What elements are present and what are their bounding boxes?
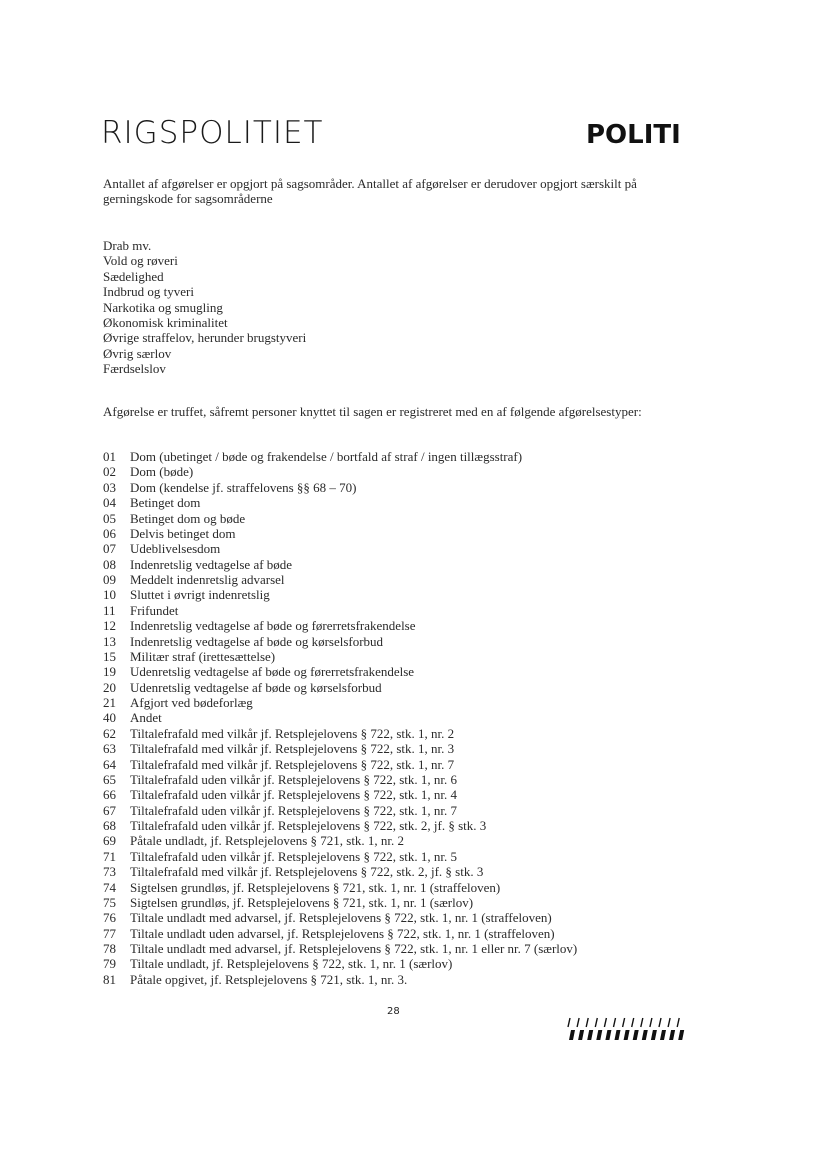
stripe-thick <box>615 1030 621 1040</box>
decision-type-code: 66 <box>103 787 116 803</box>
decision-type-label: Tiltalefrafald uden vilkår jf. Retsplejelovens § 722, stk. 1, nr. 7 <box>130 802 457 818</box>
decision-type-code: 21 <box>103 695 116 710</box>
stripe-thick <box>587 1030 593 1040</box>
decision-type-list <box>103 449 577 987</box>
decision-type-label: Sigtelsen grundløs, jf. Retsplejelovens § 721, stk. 1, nr. 1 (særlov) <box>130 894 474 910</box>
stripe-thin <box>577 1018 579 1027</box>
stripe-thin <box>632 1018 634 1027</box>
decision-type-label: Dom (bøde) <box>130 464 194 480</box>
decision-type-row <box>103 895 577 910</box>
decision-type-label: Tiltalefrafald uden vilkår jf. Retsplejelovens § 722, stk. 1, nr. 4 <box>130 787 457 803</box>
decision-type-row <box>103 849 577 864</box>
stripe-thin <box>650 1018 652 1027</box>
decision-type-label: Tiltalefrafald uden vilkår jf. Retsplejelovens § 722, stk. 2, jf. § stk. 3 <box>130 818 487 833</box>
decision-type-code: 75 <box>103 894 116 910</box>
decision-type-label: Tiltalefrafald med vilkår jf. Retsplejelovens § 722, stk. 1, nr. 2 <box>130 725 455 741</box>
decision-type-code: 68 <box>103 818 116 833</box>
stripe-thick <box>669 1030 675 1040</box>
intro-paragraph: Antallet af afgørelser er opgjort på sagsområder. Antallet af afgørelser er derudover opgjort særskilt på gerningskode for sagsområderne <box>103 176 637 206</box>
decision-type-label: Betinget dom og bøde <box>130 510 246 526</box>
decision-type-label: Meddelt indenretslig advarsel <box>130 572 285 587</box>
decision-type-code: 03 <box>103 479 116 495</box>
case-area-item: Sædelighed <box>103 268 164 284</box>
decision-type-row <box>103 741 577 756</box>
decision-type-row <box>103 480 577 495</box>
decision-type-code: 08 <box>103 556 116 572</box>
decision-type-code: 09 <box>103 572 116 587</box>
decision-type-label: Udenretslig vedtagelse af bøde og førerretsfrakendelse <box>130 664 415 680</box>
politi-logo: POLITI <box>586 120 681 150</box>
case-area-item: Vold og røveri <box>103 253 178 269</box>
decision-type-label: Tiltalefrafald med vilkår jf. Retsplejelovens § 722, stk. 1, nr. 3 <box>130 741 455 757</box>
decision-type-row <box>103 634 577 649</box>
decision-type-row <box>103 972 577 987</box>
decision-type-label: Tiltale undladt med advarsel, jf. Retsplejelovens § 722, stk. 1, nr. 1 eller nr. 7 (særlov) <box>130 941 578 956</box>
decision-type-row <box>103 680 577 695</box>
decision-type-code: 64 <box>103 756 116 772</box>
case-area-item: Indbrud og tyveri <box>103 284 194 300</box>
decision-type-label: Påtale opgivet, jf. Retsplejelovens § 721, stk. 1, nr. 3. <box>130 971 408 987</box>
decision-type-label: Tiltalefrafald uden vilkår jf. Retsplejelovens § 722, stk. 1, nr. 5 <box>130 848 457 864</box>
decision-type-label: Andet <box>130 710 162 726</box>
stripe-thick <box>605 1030 611 1040</box>
decision-type-code: 77 <box>103 925 116 941</box>
decision-type-label: Afgjort ved bødeforlæg <box>130 695 253 710</box>
decision-type-row <box>103 695 577 710</box>
decision-type-row <box>103 941 577 956</box>
stripe-thick <box>578 1030 584 1040</box>
decision-type-label: Betinget dom <box>130 495 201 511</box>
decision-type-code: 13 <box>103 633 116 649</box>
case-area-list <box>103 238 306 377</box>
decision-type-code: 20 <box>103 679 116 695</box>
page-title: RIGSPOLITIET <box>101 115 324 151</box>
decision-type-code: 11 <box>103 602 116 618</box>
decision-type-row <box>103 618 577 633</box>
decision-type-row <box>103 603 577 618</box>
case-area-item: Drab mv. <box>103 238 152 253</box>
stripe-thin <box>659 1018 661 1027</box>
decision-type-row <box>103 710 577 725</box>
decision-type-label: Tiltalefrafald med vilkår jf. Retsplejelovens § 722, stk. 2, jf. § stk. 3 <box>130 864 484 880</box>
decision-type-row <box>103 726 577 741</box>
decision-type-code: 67 <box>103 802 116 818</box>
decision-type-row <box>103 910 577 925</box>
stripe-thin <box>623 1018 625 1027</box>
decision-type-label: Udeblivelsesdom <box>130 541 221 557</box>
decision-type-code: 12 <box>103 618 116 634</box>
decision-type-label: Militær straf (irettesættelse) <box>130 648 276 664</box>
decision-type-row <box>103 464 577 479</box>
stripe-thick <box>596 1030 602 1040</box>
decision-type-label: Tiltale undladt uden advarsel, jf. Retsplejelovens § 722, stk. 1, nr. 1 (straffeloven) <box>130 925 555 941</box>
decision-type-code: 81 <box>103 971 116 987</box>
decision-type-code: 07 <box>103 541 116 557</box>
decision-type-row <box>103 526 577 541</box>
decision-type-row <box>103 557 577 572</box>
decision-type-label: Tiltale undladt med advarsel, jf. Retsplejelovens § 722, stk. 1, nr. 1 (straffeloven) <box>130 910 552 926</box>
decision-type-row <box>103 956 577 971</box>
stripe-thin <box>641 1018 643 1027</box>
decision-type-row <box>103 926 577 941</box>
decision-type-row <box>103 772 577 787</box>
decision-type-code: 15 <box>103 648 116 664</box>
case-area-item: Øvrig særlov <box>103 345 172 361</box>
decision-type-label: Udenretslig vedtagelse af bøde og kørselsforbud <box>130 679 382 695</box>
decision-type-code: 02 <box>103 464 116 480</box>
decision-type-row <box>103 664 577 679</box>
decision-type-code: 73 <box>103 864 116 880</box>
decision-type-row <box>103 787 577 802</box>
stripe-pattern-icon <box>566 1017 686 1041</box>
decision-type-code: 62 <box>103 725 116 741</box>
stripe-thick <box>651 1030 657 1040</box>
decision-type-label: Indenretslig vedtagelse af bøde og kørselsforbud <box>130 633 384 649</box>
decision-type-code: 10 <box>103 587 116 603</box>
decision-type-row <box>103 803 577 818</box>
decision-type-code: 05 <box>103 510 116 526</box>
decision-type-label: Indenretslig vedtagelse af bøde <box>130 556 293 572</box>
decision-type-code: 74 <box>103 879 116 895</box>
page-number: 28 <box>387 1006 400 1017</box>
decision-type-code: 76 <box>103 910 116 926</box>
decision-type-label: Tiltalefrafald uden vilkår jf. Retsplejelovens § 722, stk. 1, nr. 6 <box>130 771 457 787</box>
decision-type-label: Indenretslig vedtagelse af bøde og førerretsfrakendelse <box>130 618 416 634</box>
case-area-item: Færdselslov <box>103 361 166 377</box>
decision-type-label: Påtale undladt, jf. Retsplejelovens § 721, stk. 1, nr. 2 <box>130 833 405 849</box>
decision-type-label: Dom (ubetinget / bøde og frakendelse / bortfald af straf / ingen tillægsstraf) <box>130 449 523 464</box>
decision-type-code: 78 <box>103 941 116 956</box>
decision-type-label: Tiltalefrafald med vilkår jf. Retsplejelovens § 722, stk. 1, nr. 7 <box>130 756 455 772</box>
case-area-item: Narkotika og smugling <box>103 299 223 315</box>
decision-type-label: Tiltale undladt, jf. Retsplejelovens § 722, stk. 1, nr. 1 (særlov) <box>130 956 453 972</box>
stripe-thin <box>595 1018 597 1027</box>
decision-type-row <box>103 511 577 526</box>
decision-type-row <box>103 757 577 772</box>
stripe-thick <box>660 1030 666 1040</box>
decision-type-code: 79 <box>103 956 116 972</box>
decision-type-code: 01 <box>103 449 116 464</box>
stripe-thick <box>678 1030 684 1040</box>
decision-type-code: 40 <box>103 710 116 726</box>
case-area-item: Øvrige straffelov, herunder brugstyveri <box>103 330 307 346</box>
decision-type-code: 65 <box>103 771 116 787</box>
decision-type-row <box>103 649 577 664</box>
decision-type-row <box>103 572 577 587</box>
decision-type-label: Dom (kendelse jf. straffelovens §§ 68 – 70) <box>130 479 357 495</box>
decision-type-label: Sluttet i øvrigt indenretslig <box>130 587 270 603</box>
decision-type-code: 69 <box>103 833 116 849</box>
stripe-thick <box>569 1030 575 1040</box>
decision-type-label: Sigtelsen grundløs, jf. Retsplejelovens § 721, stk. 1, nr. 1 (straffeloven) <box>130 879 501 895</box>
decision-type-row <box>103 818 577 833</box>
stripe-thin <box>568 1018 570 1027</box>
decision-type-row <box>103 864 577 879</box>
decision-type-code: 71 <box>103 848 116 864</box>
decision-type-label: Frifundet <box>130 602 179 618</box>
decision-type-code: 04 <box>103 495 116 511</box>
stripe-thin <box>677 1018 679 1027</box>
decision-type-row <box>103 495 577 510</box>
decision-type-row <box>103 833 577 848</box>
stripe-thin <box>586 1018 588 1027</box>
stripe-thick <box>642 1030 648 1040</box>
decision-type-row <box>103 880 577 895</box>
decision-type-row <box>103 449 577 464</box>
decision-type-row <box>103 587 577 602</box>
decision-type-row <box>103 541 577 556</box>
stripe-thin <box>668 1018 670 1027</box>
stripe-thin <box>614 1018 616 1027</box>
decision-type-code: 63 <box>103 741 116 757</box>
decision-type-code: 06 <box>103 525 116 541</box>
case-area-item: Økonomisk kriminalitet <box>103 315 228 331</box>
stripe-thick <box>624 1030 630 1040</box>
decision-types-intro: Afgørelse er truffet, såfremt personer knyttet til sagen er registreret med en af følgende afgørelsestyper: <box>103 404 642 419</box>
stripe-thick <box>633 1030 639 1040</box>
stripe-thin <box>604 1018 606 1027</box>
decision-type-code: 19 <box>103 664 116 680</box>
decision-type-label: Delvis betinget dom <box>130 525 236 541</box>
